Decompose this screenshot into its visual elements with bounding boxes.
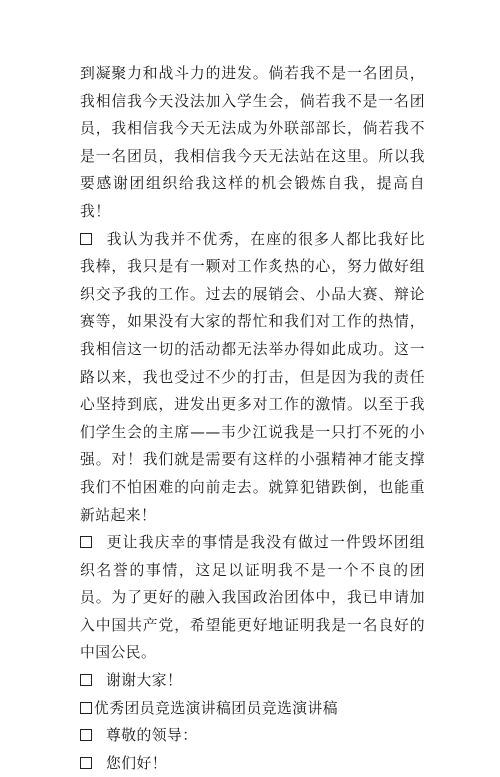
paragraph-5: [80, 695, 425, 723]
paragraph-1: 到凝聚力和战斗力的进发。倘若我不是一名团员，我相信我今天没法加入学生会，倘若我不是一名团员，我相信我今天无法成为外联部部长，倘若我不是一名团员，我相信我今天无法站在这里。所以我要感谢团组织给我这样的机会锻炼自我，提高自我！: [80, 65, 425, 220]
paragraph-7-text: 您们好！: [106, 754, 167, 772]
paragraph-4-text: 谢谢大家！: [106, 672, 183, 690]
paragraph-6: [80, 722, 425, 750]
paragraph-3: [80, 529, 425, 667]
checkbox-bullet-icon: [80, 233, 92, 245]
paragraph-2-text: 我认为我并不优秀，在座的很多人都比我好比我棒，我只是有一颗对工作炙热的心，努力做好组织交予我的工作。过去的展销会、小品大赛、辩论赛等，如果没有大家的帮忙和我们对工作的热情，我相信这一切的活动都无法举办得如此成功。这一路以来，我也受过不少的打击，但是因为我的责任心坚持到底，进发出更多对工作的激情。以至于我们学生会的主席——韦少江说我是一只打不死的小强。对！我们就是需要有这样的小强精神才能支撑我们不怕困难的向前走去。就算犯错跌倒，也能重新站起来！: [80, 230, 425, 524]
checkbox-bullet-icon: [80, 674, 92, 686]
paragraph-5-text: 优秀团员竞选演讲稿团员竞选演讲稿: [94, 699, 338, 717]
paragraph-3-text: 更让我庆幸的事情是我没有做过一件毁坏团组织名誉的事情，这足以证明我不是一个不良的团员。为了更好的融入我国政治团体中，我已申请加入中国共产党，希望能更好地证明我是一名良好的中国公民。: [80, 534, 425, 662]
checkbox-bullet-icon: [80, 702, 92, 714]
checkbox-bullet-icon: [80, 536, 92, 548]
paragraph-4: [80, 667, 425, 695]
checkbox-bullet-icon: [80, 757, 92, 769]
checkbox-bullet-icon: [80, 729, 92, 741]
paragraph-6-text: 尊敬的领导：: [106, 727, 198, 745]
paragraph-7: [80, 750, 425, 777]
paragraph-2: [80, 226, 425, 530]
